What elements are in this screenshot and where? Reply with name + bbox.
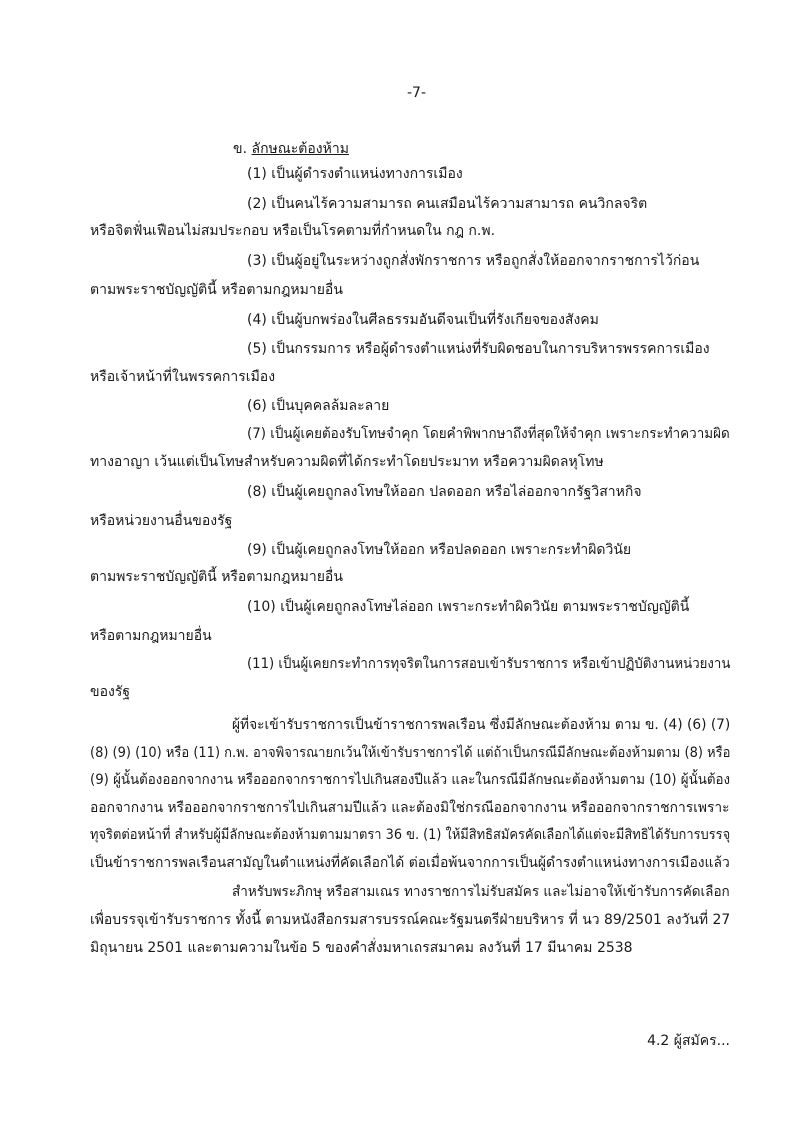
item-10-line-1: (10) เป็นผู้เคยถูกลงโทษไล่ออก เพราะกระทำผิดวินัย ตามพระราชบัญญัตินี้ xyxy=(247,599,690,615)
item-3-line-2: ตามพระราชบัญญัตินี้ หรือตามกฎหมายอื่น xyxy=(90,282,343,298)
paragraph-1-line-4: ออกจากงาน หรือออกจากราชการไปเกินสามปีแล้ว และต้องมิใช่กรณีออกจากงาน หรือออกจากราชการเพราะ xyxy=(90,800,730,816)
item-5-line-2: หรือเจ้าหน้าที่ในพรรคการเมือง xyxy=(90,369,276,385)
section-heading xyxy=(233,140,349,158)
page-number: -7- xyxy=(407,85,427,101)
item-8-line-2: หรือหน่วยงานอื่นของรัฐ xyxy=(90,513,233,529)
item-1-line-1: (1) เป็นผู้ดำรงตำแหน่งทางการเมือง xyxy=(247,166,463,182)
paragraph-2-line-1: สำหรับพระภิกษุ หรือสามเณร ทางราชการไม่รับสมัคร และไม่อาจให้เข้ารับการคัดเลือก xyxy=(232,884,730,900)
paragraph-2-line-2: เพื่อบรรจุเข้ารับราชการ ทั้งนี้ ตามหนังสือกรมสารบรรณ์คณะรัฐมนตรีฝ่ายบริหาร ที่ นว 89/2501 ลงวันที่ 27 xyxy=(90,912,731,928)
section-title: ลักษณะต้องห้าม xyxy=(251,141,349,157)
item-11-line-1: (11) เป็นผู้เคยกระทำการทุจริตในการสอบเข้ารับราชการ หรือเข้าปฏิบัติงานหน่วยงาน xyxy=(247,656,731,672)
continuation-marker: 4.2 ผู้สมัคร... xyxy=(647,1033,730,1049)
section-prefix: ข. xyxy=(233,141,248,157)
item-10-line-2: หรือตามกฎหมายอื่น xyxy=(90,628,212,644)
item-7-line-1: (7) เป็นผู้เคยต้องรับโทษจำคุก โดยคำพิพากษาถึงที่สุดให้จำคุก เพราะกระทำความผิด xyxy=(247,426,730,442)
item-9-line-1: (9) เป็นผู้เคยถูกลงโทษให้ออก หรือปลดออก เพราะกระทำผิดวินัย xyxy=(247,542,632,558)
item-3-line-1: (3) เป็นผู้อยู่ในระหว่างถูกสั่งพักราชการ หรือถูกสั่งให้ออกจากราชการไว้ก่อน xyxy=(247,253,700,269)
item-7-line-2: ทางอาญา เว้นแต่เป็นโทษสำหรับความผิดที่ได้กระทำโดยประมาท หรือความผิดลหุโทษ xyxy=(90,454,604,470)
item-5-line-1: (5) เป็นกรรมการ หรือผู้ดำรงตำแหน่งที่รับผิดชอบในการบริหารพรรคการเมือง xyxy=(247,341,710,357)
paragraph-1-line-1: ผู้ที่จะเข้ารับราชการเป็นข้าราชการพลเรือน ซึ่งมีลักษณะต้องห้าม ตาม ข. (4) (6) (7) xyxy=(232,717,731,733)
item-6-line-1: (6) เป็นบุคคลล้มละลาย xyxy=(247,398,390,414)
item-2-line-2: หรือจิตฟั่นเฟือนไม่สมประกอบ หรือเป็นโรคตามที่กำหนดใน กฎ ก.พ. xyxy=(90,223,496,239)
item-8-line-1: (8) เป็นผู้เคยถูกลงโทษให้ออก ปลดออก หรือไล่ออกจากรัฐวิสาหกิจ xyxy=(247,484,642,500)
paragraph-1-line-2: (8) (9) (10) หรือ (11) ก.พ. อาจพิจารณายกเว้นให้เข้ารับราชการได้ แต่ถ้าเป็นกรณีมีลักษณะต้องห้ามตาม (8) หรือ xyxy=(90,745,731,761)
item-9-line-2: ตามพระราชบัญญัตินี้ หรือตามกฎหมายอื่น xyxy=(90,569,343,585)
paragraph-2-line-3: มิถุนายน 2501 และตามความในข้อ 5 ของคำสั่งมหาเถรสมาคม ลงวันที่ 17 มีนาคม 2538 xyxy=(90,940,633,956)
paragraph-1-line-3: (9) ผู้นั้นต้องออกจากงาน หรือออกจากราชการไปเกินสองปีแล้ว และในกรณีมีลักษณะต้องห้ามตาม (10) ผู้นั้นต้อง xyxy=(90,772,731,788)
paragraph-1-line-5: ทุจริตต่อหน้าที่ สำหรับผู้มีลักษณะต้องห้ามตามมาตรา 36 ข. (1) ให้มีสิทธิสมัครคัดเลือกได้แต่จะมีสิทธิได้รับการบรรจุ xyxy=(90,827,731,843)
item-2-line-1: (2) เป็นคนไร้ความสามารถ คนเสมือนไร้ความสามารถ คนวิกลจริต xyxy=(247,196,648,212)
paragraph-1-line-6: เป็นข้าราชการพลเรือนสามัญในตำแหน่งที่คัดเลือกได้ ต่อเมื่อพ้นจากการเป็นผู้ดำรงตำแหน่งทางการเมืองแล้ว xyxy=(90,855,730,871)
item-4-line-1: (4) เป็นผู้บกพร่องในศีลธรรมอันดีจนเป็นที่รังเกียจของสังคม xyxy=(247,312,599,328)
item-11-line-2: ของรัฐ xyxy=(90,684,131,700)
